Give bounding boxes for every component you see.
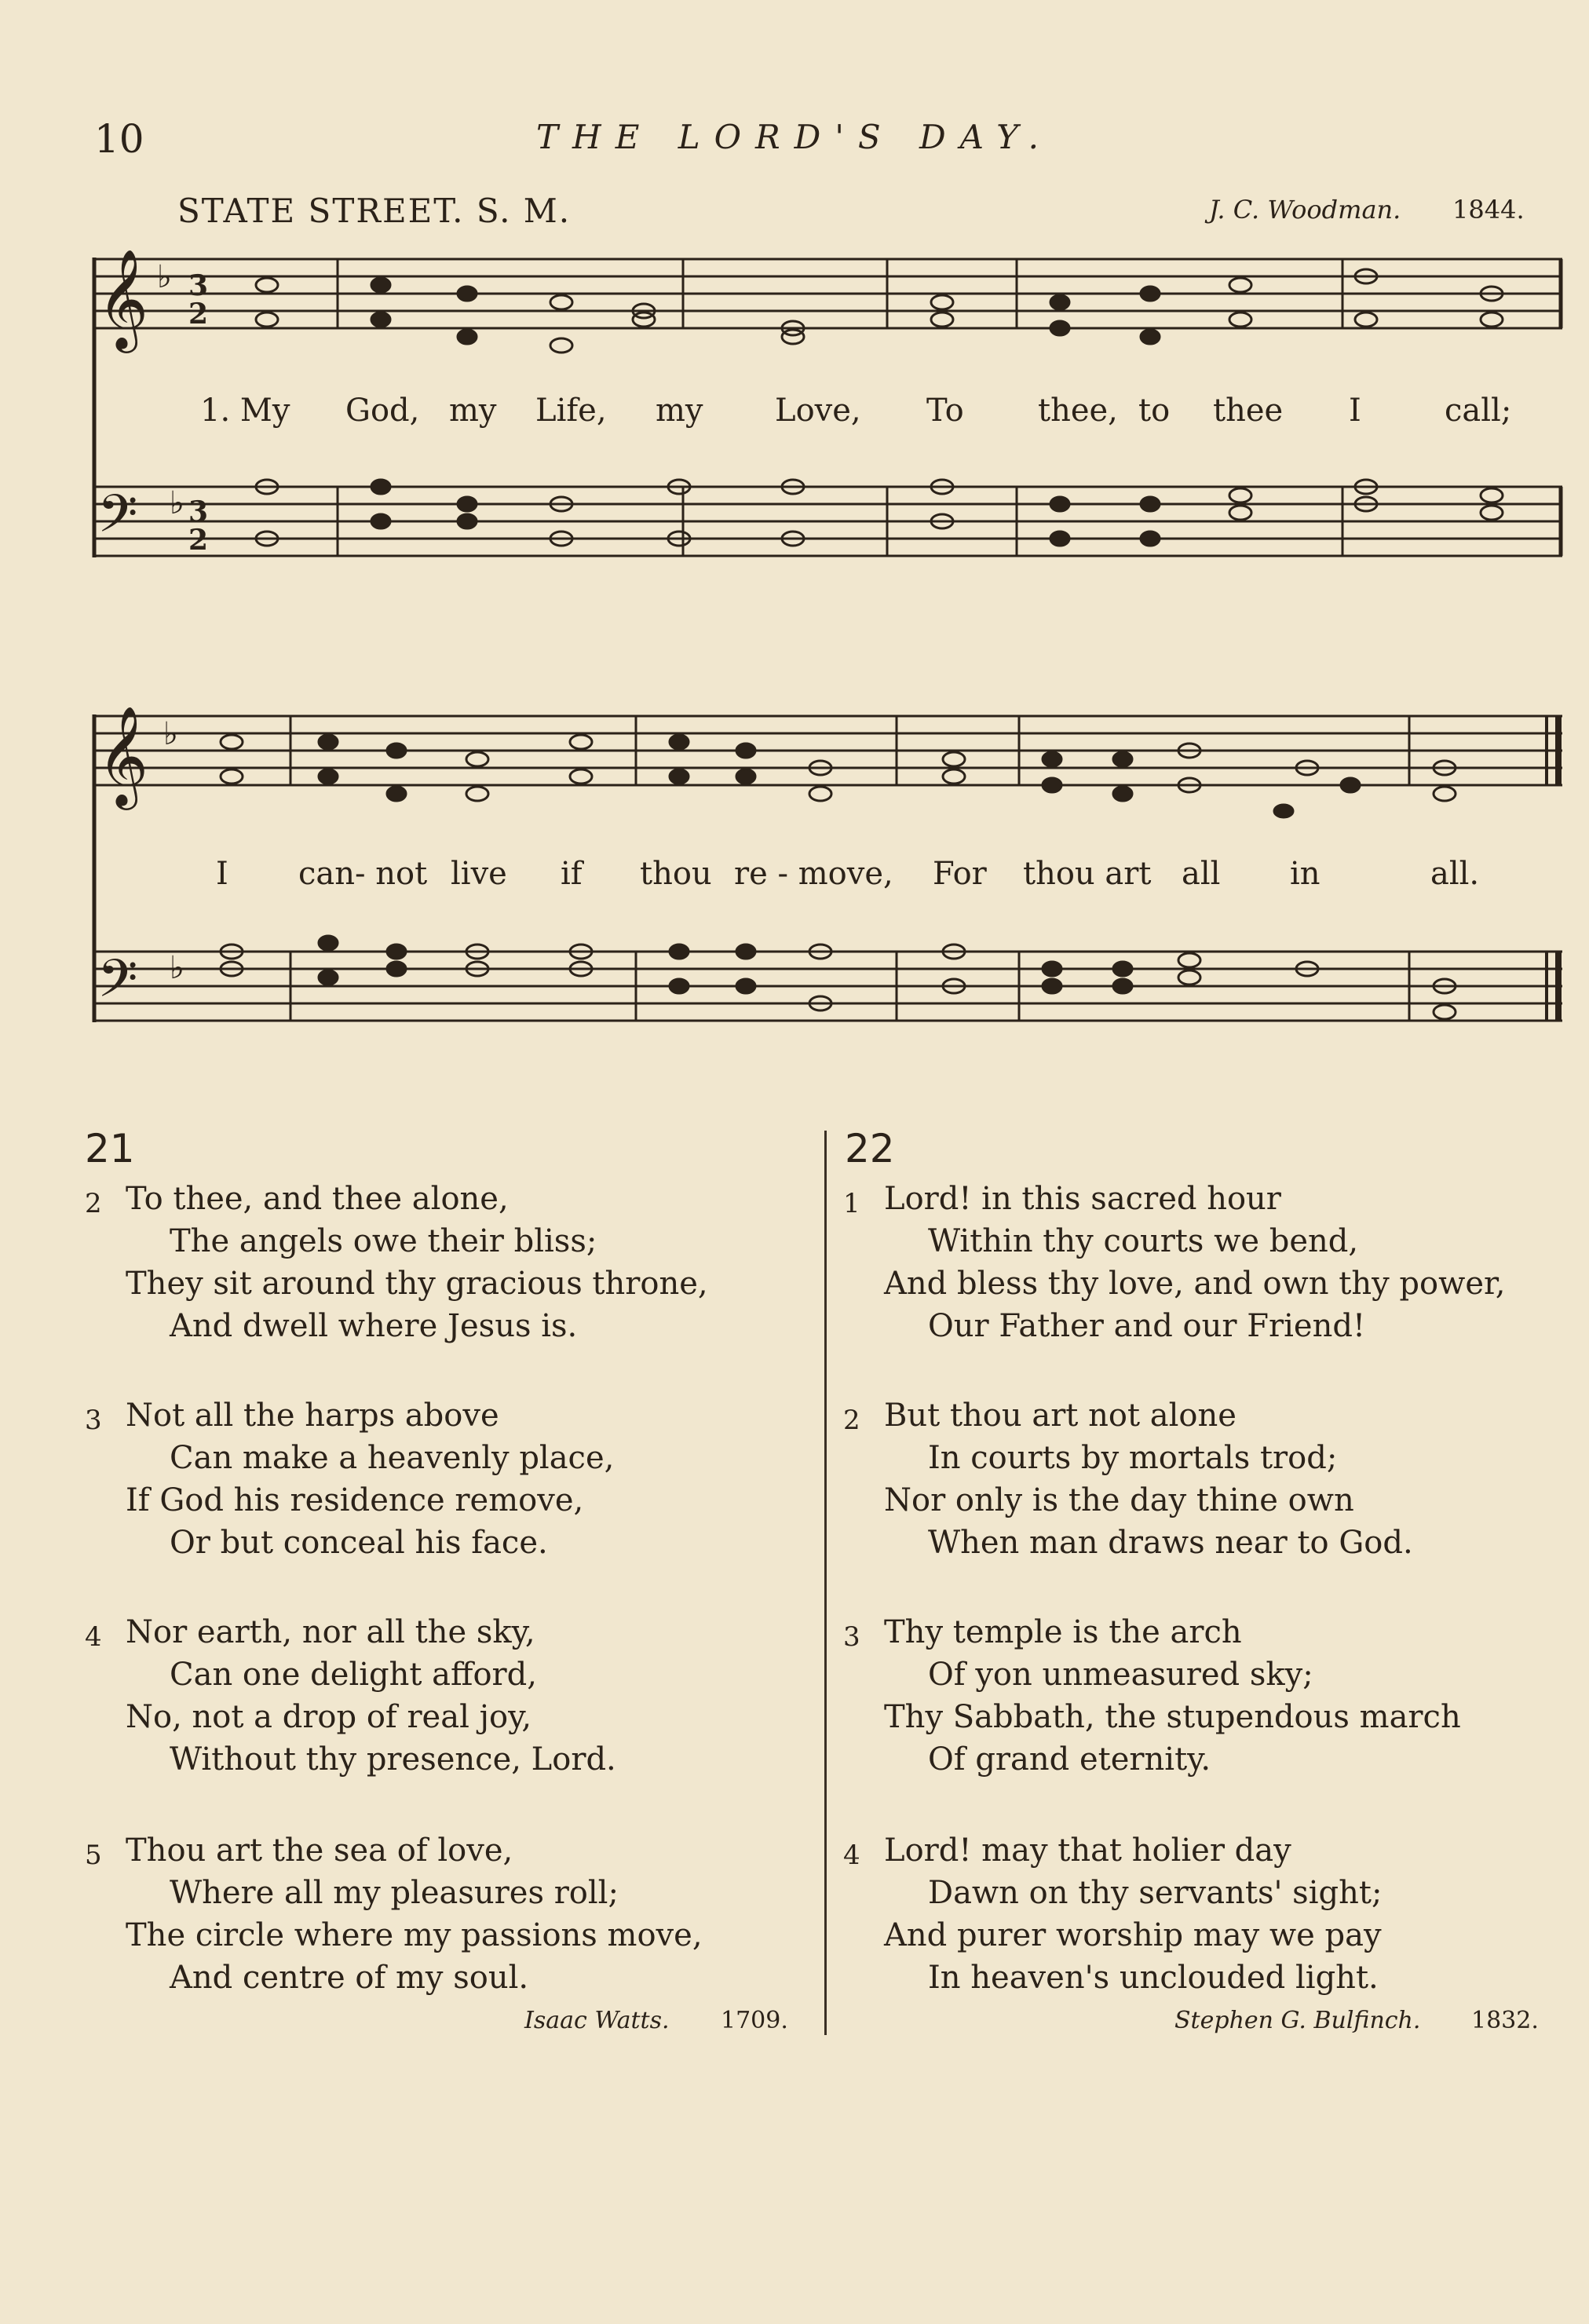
verse-line: Of grand eternity. <box>928 1741 1211 1778</box>
treble-clef-icon: 𝄞 <box>97 705 149 806</box>
hymn-number-22: 22 <box>845 1126 895 1171</box>
lyric-syllable: re - move, <box>734 856 893 892</box>
tune-title: STATE STREET. S. M. <box>177 192 572 230</box>
hymn21-stanza-3 <box>85 1394 615 1564</box>
verse-line: If God his residence remove, <box>126 1482 584 1518</box>
hymn21-stanza-2 <box>85 1178 708 1347</box>
verse-line: And purer worship may we pay <box>884 1917 1382 1953</box>
verse-line: Without thy presence, Lord. <box>170 1741 616 1778</box>
hymn22-year: 1832. <box>1471 2007 1539 2034</box>
key-flat-icon: ♭ <box>170 485 184 521</box>
lyric-syllable: thou art <box>1023 856 1152 892</box>
verse-line: Of yon unmeasured sky; <box>928 1657 1313 1693</box>
treble-clef-icon: 𝄞 <box>97 250 149 349</box>
stanza-number: 2 <box>843 1405 860 1436</box>
stanza-number: 4 <box>85 1621 102 1653</box>
bass-notes <box>221 936 1456 1019</box>
stanza-number: 1 <box>843 1188 860 1219</box>
verse-line: Dawn on thy servants' sight; <box>928 1875 1383 1911</box>
stanza-number: 2 <box>85 1188 102 1219</box>
lyric-syllable: Life, <box>535 393 607 429</box>
verse-line: Thy Sabbath, the stupendous march <box>884 1699 1461 1735</box>
time-signature-treble: 3 <box>188 269 209 302</box>
column-divider <box>824 1131 827 2035</box>
lyric-syllable: 1. My <box>200 393 290 429</box>
verse-line: In courts by mortals trod; <box>928 1440 1338 1476</box>
hymn22-stanza-4 <box>843 1829 1383 1999</box>
verse-line: And dwell where Jesus is. <box>170 1308 578 1344</box>
lyric-syllable: all. <box>1430 856 1480 892</box>
composer-year: 1844. <box>1452 195 1525 225</box>
stanza-number: 3 <box>843 1621 860 1653</box>
lyric-syllable: thou <box>640 856 712 892</box>
verse-line: Nor earth, nor all the sky, <box>126 1614 535 1650</box>
running-head: THE LORD'S DAY. <box>536 118 1053 156</box>
hymn22-stanza-3 <box>843 1611 1461 1781</box>
verse-line: When man draws near to God. <box>928 1525 1413 1561</box>
page-number: 10 <box>94 116 144 162</box>
lyric-syllable: to <box>1138 393 1171 429</box>
verse-line: Lord! in this sacred hour <box>884 1181 1281 1217</box>
lyric-syllable: For <box>933 856 987 892</box>
time-signature-treble: 2 <box>188 298 209 331</box>
composer: J. C. Woodman. <box>1209 195 1401 225</box>
key-flat-icon: ♭ <box>157 259 172 295</box>
stanza-number: 3 <box>85 1405 102 1436</box>
bass-staff <box>94 952 1562 1021</box>
lyric-syllable: thee <box>1213 393 1284 429</box>
verse-line: The circle where my passions move, <box>126 1917 703 1953</box>
bass-clef-icon: 𝄢 <box>97 484 138 557</box>
verse-line: And bless thy love, and own thy power, <box>884 1266 1506 1302</box>
verse-line: Our Father and our Friend! <box>928 1308 1366 1344</box>
lyric-syllable: can- not <box>298 856 428 892</box>
hymn21-year: 1709. <box>721 2007 788 2034</box>
lyric-syllable: Love, <box>775 393 861 429</box>
verse-line: Within thy courts we bend, <box>928 1223 1359 1259</box>
verse-line: Not all the harps above <box>126 1398 499 1434</box>
verse-line: Can one delight afford, <box>170 1657 537 1693</box>
verse-line: The angels owe their bliss; <box>170 1223 597 1259</box>
treble-staff <box>94 716 1562 785</box>
verse-line: Nor only is the day thine own <box>884 1482 1354 1518</box>
lyrics-line-1 <box>0 393 1589 440</box>
bass-notes <box>256 480 1503 546</box>
stanza-number: 5 <box>85 1840 102 1871</box>
lyric-syllable: if <box>561 856 583 892</box>
lyric-syllable: live <box>451 856 507 892</box>
lyric-syllable: To <box>926 393 964 429</box>
verse-line: Can make a heavenly place, <box>170 1440 615 1476</box>
verse-line: But thou art not alone <box>884 1398 1236 1434</box>
lyric-syllable: my <box>656 393 703 429</box>
lyric-syllable: in <box>1290 856 1321 892</box>
lyric-syllable: thee, <box>1038 393 1118 429</box>
verse-line: They sit around thy gracious throne, <box>126 1266 708 1302</box>
lyric-syllable: all <box>1182 856 1221 892</box>
time-signature-bass: 2 <box>188 524 209 557</box>
treble-notes <box>221 735 1456 817</box>
hymn21-stanza-5 <box>85 1829 703 1999</box>
hymn22-stanza-2 <box>843 1394 1413 1564</box>
verse-line: No, not a drop of real joy, <box>126 1699 532 1735</box>
verse-line: Lord! may that holier day <box>884 1833 1291 1869</box>
lyric-syllable: God, <box>345 393 420 429</box>
lyric-syllable: call; <box>1445 393 1512 429</box>
verse-line: Thou art the sea of love, <box>126 1833 513 1869</box>
key-flat-icon: ♭ <box>163 716 178 752</box>
key-flat-icon: ♭ <box>170 950 184 986</box>
verse-line: And centre of my soul. <box>170 1960 529 1996</box>
hymn22-author: Stephen G. Bulfinch. <box>1174 2007 1421 2034</box>
hymn21-stanza-4 <box>85 1611 616 1781</box>
lyrics-line-2 <box>0 856 1589 903</box>
stanza-number: 4 <box>843 1840 860 1871</box>
verse-line: To thee, and thee alone, <box>126 1181 509 1217</box>
lyric-syllable: my <box>449 393 497 429</box>
lyric-syllable: I <box>1349 393 1361 429</box>
verse-line: Thy temple is the arch <box>884 1614 1242 1650</box>
hymn22-stanza-1 <box>843 1178 1506 1347</box>
bass-clef-icon: 𝄢 <box>97 948 138 1021</box>
lyric-syllable: I <box>216 856 228 892</box>
time-signature-bass: 3 <box>188 495 209 528</box>
verse-line: Or but conceal his face. <box>170 1525 548 1561</box>
verse-line: Where all my pleasures roll; <box>170 1875 619 1911</box>
hymn21-author: Isaac Watts. <box>524 2007 670 2034</box>
hymn-number-21: 21 <box>85 1126 135 1171</box>
verse-line: In heaven's unclouded light. <box>928 1960 1379 1996</box>
